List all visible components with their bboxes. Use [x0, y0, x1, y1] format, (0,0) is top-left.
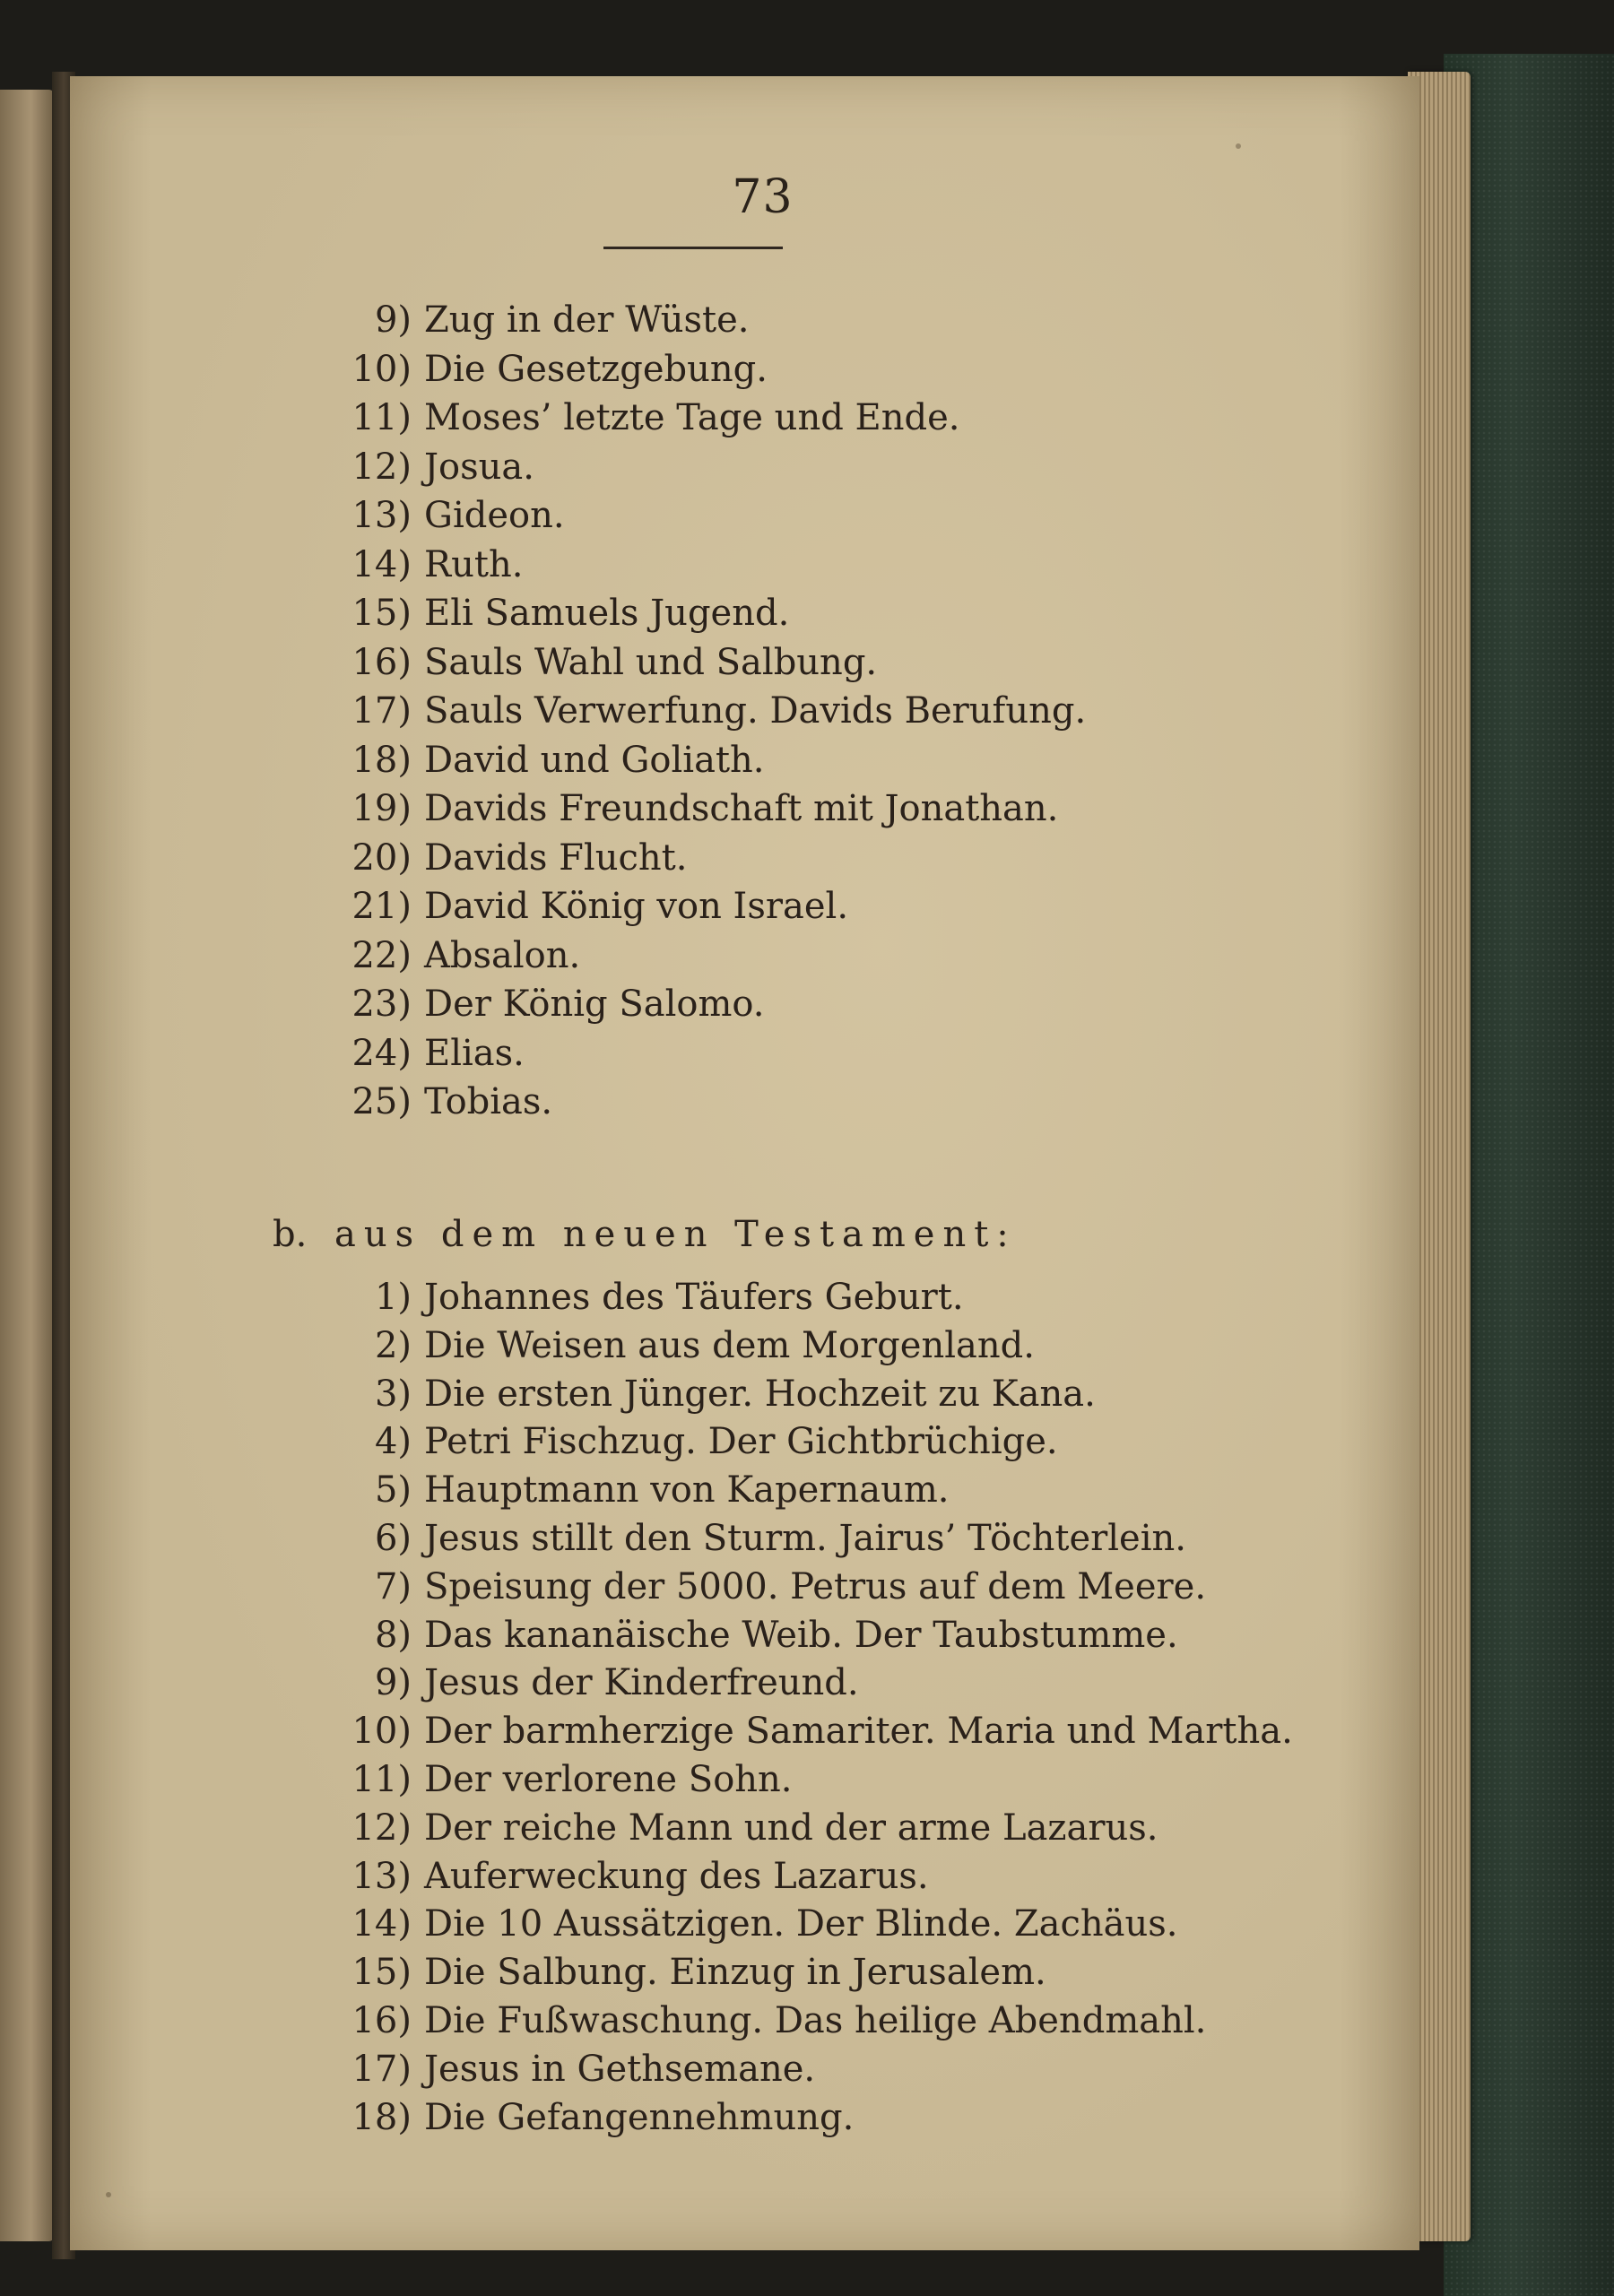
item-number: 22) [351, 934, 412, 976]
list-item [299, 345, 768, 394]
item-number: 17) [351, 690, 412, 732]
item-text: Absalon. [424, 934, 581, 976]
list-item [299, 687, 1086, 735]
item-number: 12) [351, 446, 412, 488]
list-item [299, 1804, 1158, 1852]
item-text: David König von Israel. [424, 886, 849, 927]
item-number: 19) [351, 788, 412, 829]
list-item [299, 1417, 1058, 1466]
list-item [299, 638, 877, 687]
list-item [299, 834, 687, 882]
list-item [299, 1997, 1206, 2045]
item-text: Ruth. [424, 543, 524, 585]
item-number: 25) [351, 1081, 412, 1122]
item-number: 16) [351, 641, 412, 683]
item-text: Der König Salomo. [424, 983, 765, 1025]
list-item [299, 1466, 950, 1514]
item-number: 20) [351, 836, 412, 879]
item-text: Auferweckung des Lazarus. [424, 1855, 929, 1897]
item-text: Die Salbung. Einzug in Jerusalem. [424, 1952, 1046, 1994]
item-number: 3) [374, 1373, 412, 1415]
item-number: 15) [351, 1952, 412, 1994]
list-item [299, 296, 750, 344]
item-number: 10) [351, 348, 412, 390]
item-text: Moses’ letzte Tage und Ende. [424, 397, 960, 438]
item-number: 12) [351, 1806, 412, 1849]
item-text: Sauls Wahl und Salbung. [424, 641, 878, 683]
item-text: David und Goliath. [424, 739, 765, 781]
item-text: Die Fußwaschung. Das heilige Abendmahl. [424, 2000, 1207, 2041]
item-number: 9) [374, 299, 412, 341]
list-item [299, 1755, 793, 1804]
item-text: Petri Fischzug. Der Gichtbrüchige. [424, 1421, 1058, 1463]
item-number: 21) [351, 886, 412, 927]
list-item [299, 1321, 1035, 1370]
item-text: Hauptmann von Kapernaum. [424, 1469, 950, 1512]
item-number: 23) [351, 983, 412, 1025]
item-number: 24) [351, 1032, 412, 1074]
item-number: 14) [351, 1903, 412, 1945]
list-item [299, 1273, 964, 1321]
list-item [299, 394, 959, 442]
list-item [299, 1563, 1206, 1611]
item-number: 7) [374, 1565, 412, 1607]
item-text: Der verlorene Sohn. [424, 1759, 793, 1800]
item-number: 18) [351, 2096, 412, 2138]
item-text: Jesus in Gethsemane. [424, 2048, 816, 2090]
item-number: 15) [351, 593, 412, 634]
item-text: Eli Samuels Jugend. [424, 593, 790, 634]
item-number: 6) [374, 1518, 412, 1559]
item-number: 10) [351, 1711, 412, 1753]
book-page [70, 76, 1419, 2250]
list-item [299, 1707, 1293, 1755]
list-item [299, 1948, 1046, 1997]
item-number: 11) [351, 1759, 412, 1800]
item-text: Sauls Verwerfung. Davids Berufung. [424, 690, 1087, 732]
item-text: Der reiche Mann und der arme Lazarus. [424, 1806, 1158, 1849]
item-text: Die Gesetzgebung. [424, 348, 768, 390]
item-text: Jesus der Kinderfreund. [424, 1662, 859, 1704]
list-item [299, 980, 765, 1028]
list-item [299, 931, 580, 980]
item-text: Jesus stillt den Sturm. Jairus’ Töchterlein. [424, 1518, 1186, 1559]
item-number: 17) [351, 2048, 412, 2090]
section-letter: b. [273, 1214, 308, 1255]
item-text: Zug in der Wüste. [424, 299, 750, 341]
paper-speck [106, 2192, 111, 2197]
item-number: 13) [351, 495, 412, 536]
item-text: Die 10 Aussätzigen. Der Blinde. Zachäus. [424, 1903, 1178, 1945]
previous-page-edge [0, 90, 56, 2241]
list-item [299, 1029, 525, 1078]
item-number: 9) [374, 1662, 412, 1704]
section-title: aus dem neuen Testament: [334, 1214, 1017, 1255]
list-item [299, 443, 534, 491]
list-item [299, 589, 789, 637]
item-number: 8) [374, 1614, 412, 1656]
item-text: Die Weisen aus dem Morgenland. [424, 1324, 1035, 1366]
list-item [299, 882, 848, 931]
item-number: 2) [374, 1324, 412, 1366]
item-number: 1) [374, 1277, 412, 1318]
item-number: 16) [351, 2000, 412, 2041]
list-item [299, 491, 565, 540]
paper-speck [1236, 143, 1241, 149]
item-text: Davids Flucht. [424, 836, 688, 879]
header-rule [603, 247, 783, 249]
list-item [299, 1370, 1096, 1418]
item-text: Speisung der 5000. Petrus auf dem Meere. [424, 1565, 1207, 1607]
item-number: 14) [351, 543, 412, 585]
item-number: 18) [351, 739, 412, 781]
item-text: Johannes des Täufers Geburt. [424, 1277, 964, 1318]
page-number: 73 [732, 170, 794, 224]
item-text: Tobias. [424, 1081, 553, 1122]
list-item [299, 2093, 854, 2142]
section-heading-b [273, 1210, 1017, 1259]
item-number: 4) [374, 1421, 412, 1463]
item-text: Josua. [424, 446, 534, 488]
item-number: 13) [351, 1855, 412, 1897]
list-item [299, 1852, 929, 1901]
item-text: Davids Freundschaft mit Jonathan. [424, 788, 1059, 829]
item-number: 11) [351, 397, 412, 438]
item-text: Die Gefangennehmung. [424, 2096, 855, 2138]
list-item [299, 541, 523, 589]
list-item [299, 1611, 1178, 1659]
list-item [299, 736, 765, 784]
list-item [299, 2045, 815, 2093]
item-text: Gideon. [424, 495, 565, 536]
list-item [299, 784, 1058, 833]
item-text: Elias. [424, 1032, 525, 1074]
list-item [299, 1078, 552, 1126]
item-text: Der barmherzige Samariter. Maria und Martha. [424, 1711, 1293, 1753]
item-text: Das kananäische Weib. Der Taubstumme. [424, 1614, 1178, 1656]
list-item [299, 1900, 1178, 1948]
list-item [299, 1514, 1186, 1563]
item-text: Die ersten Jünger. Hochzeit zu Kana. [424, 1373, 1096, 1415]
list-item [299, 1659, 859, 1707]
item-number: 5) [374, 1469, 412, 1512]
